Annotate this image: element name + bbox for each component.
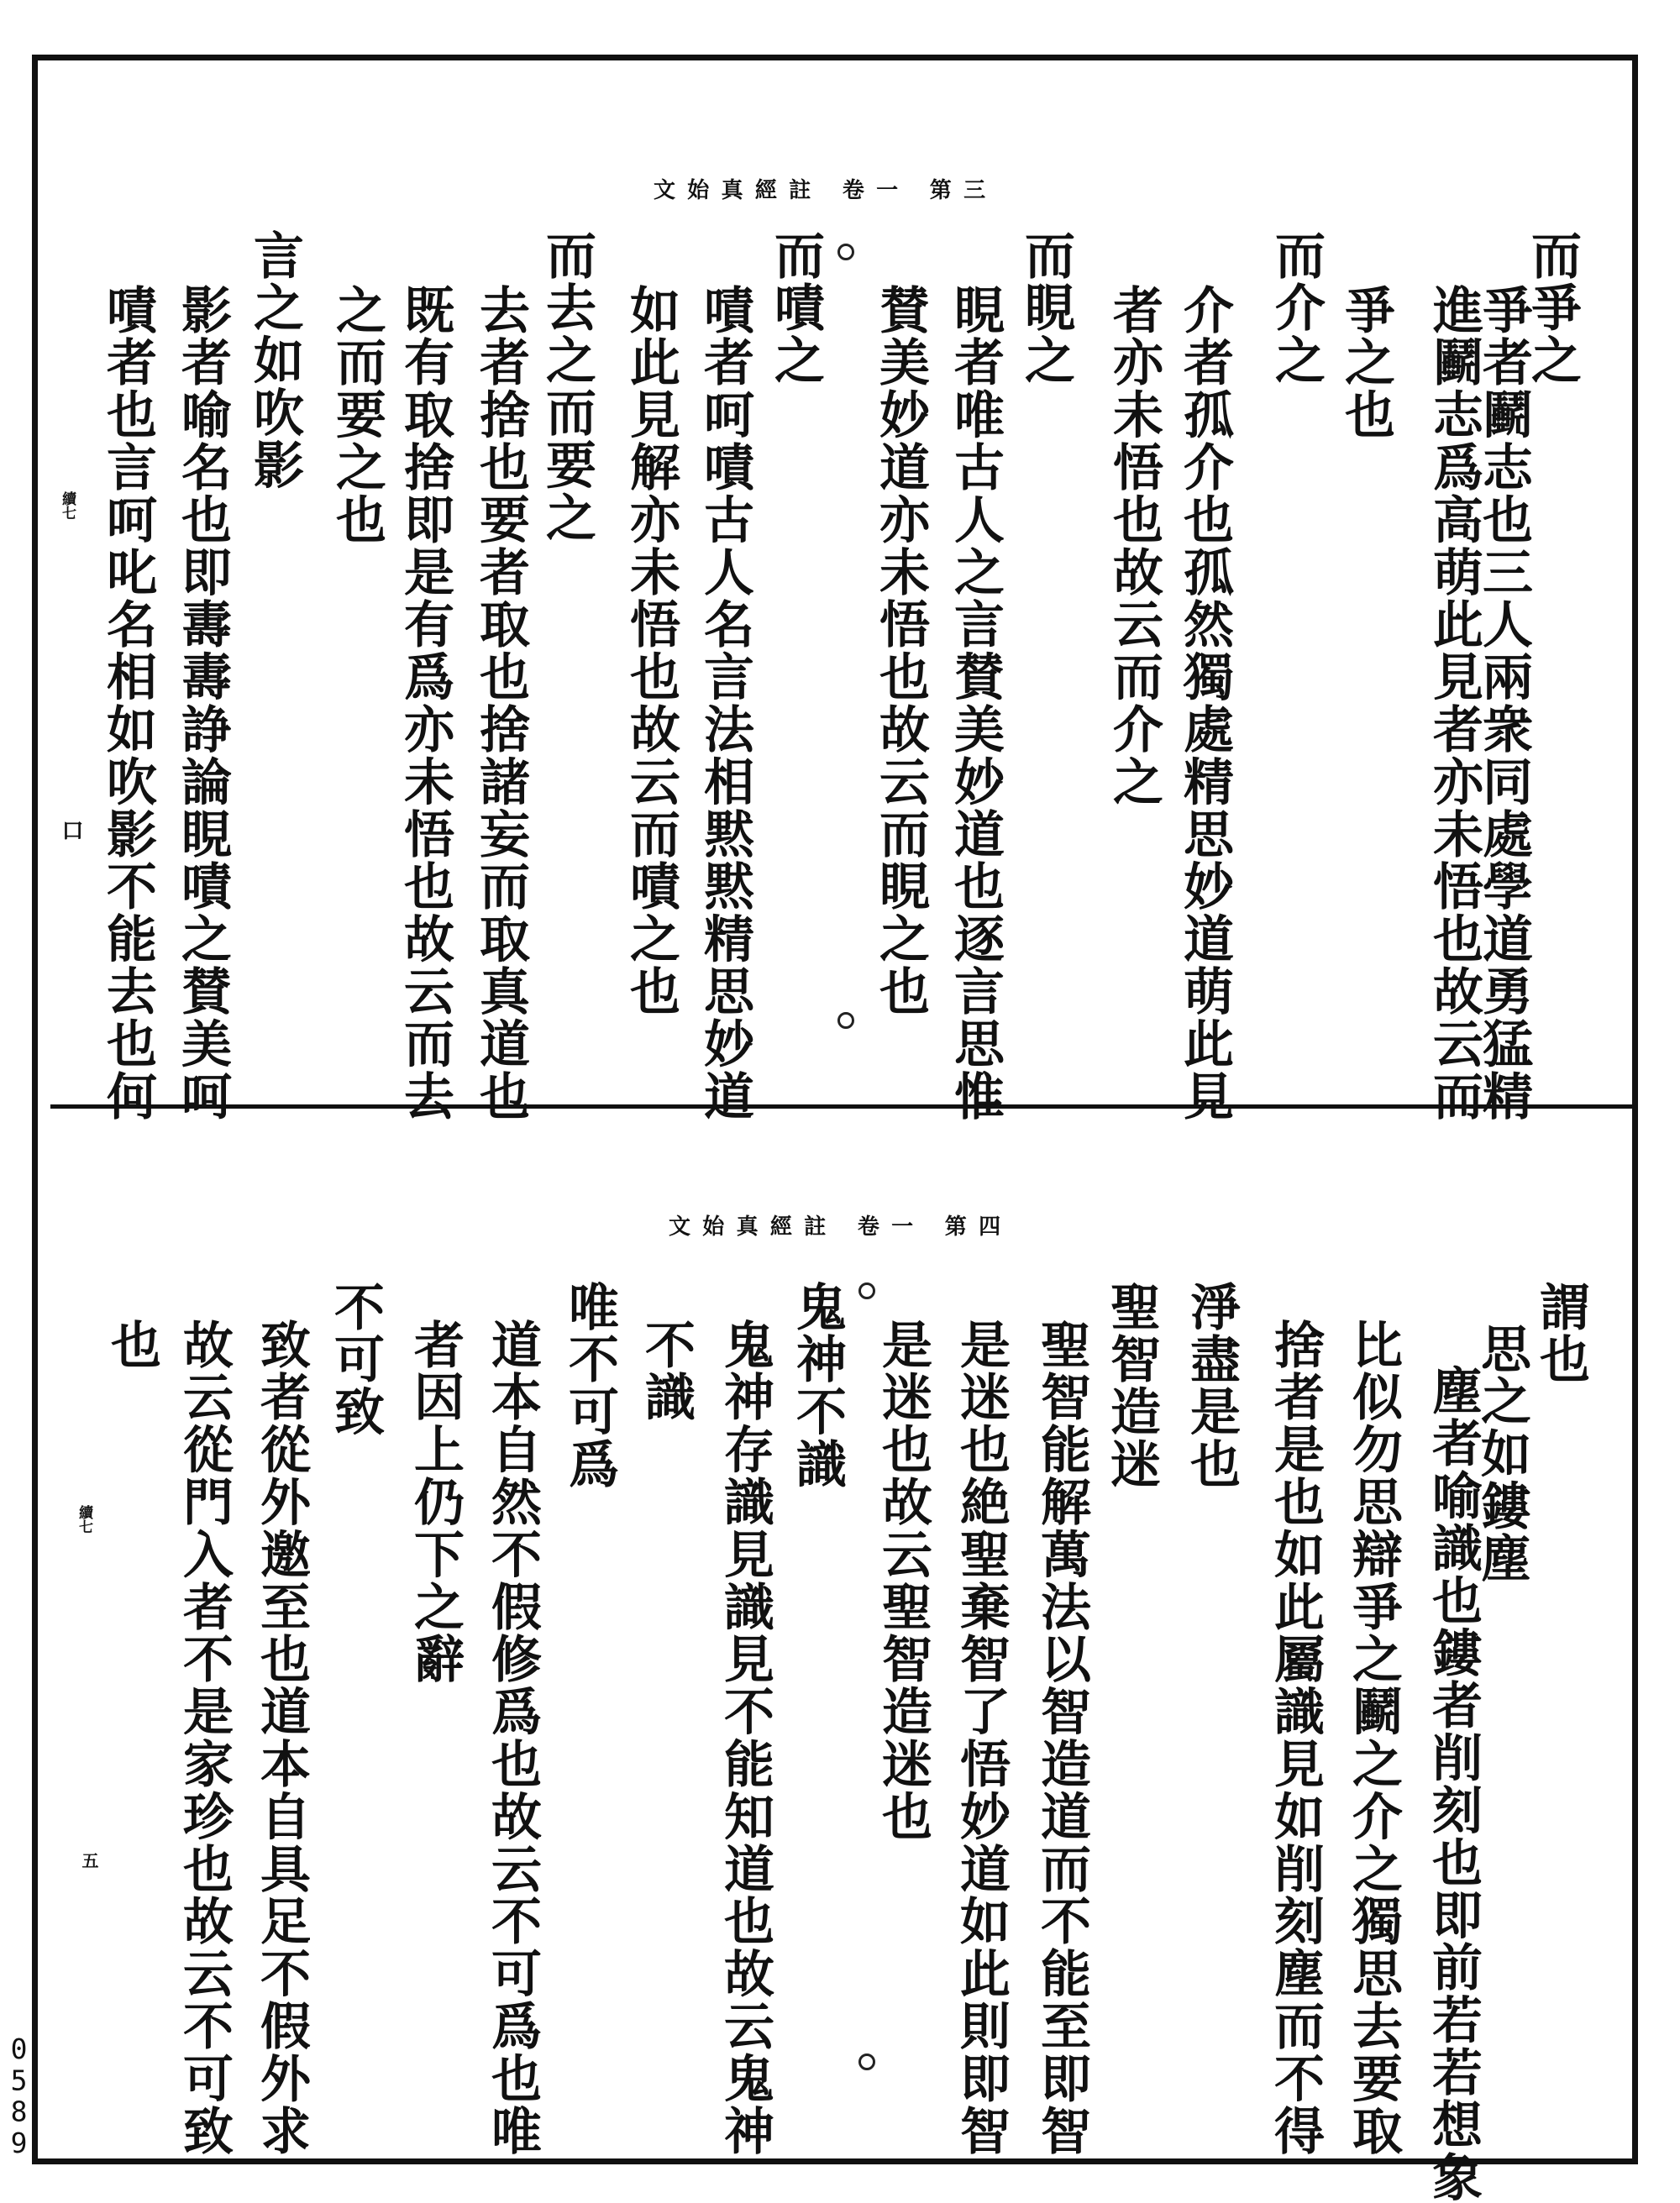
page-divider (50, 1104, 1638, 1109)
page-code-text: 0589 (3, 2033, 35, 2158)
bottom-text-column: 是迷也絶聖棄智了悟妙道如此則即智 (952, 1319, 1011, 2158)
bottom-text-column: 也 (102, 1319, 161, 1372)
bottom-text-column: 道本自然不假修爲也故云不可爲也唯 (483, 1319, 542, 2158)
binding-hole-icon (837, 1012, 854, 1029)
top-text-column: 去者捨也要者取也捨諸妄而取真道也 (471, 284, 530, 1123)
top-text-column: 言之如吹影 (245, 229, 304, 491)
bottom-text-column: 聖智造迷 (1102, 1281, 1161, 1491)
top-text-column: 而去之而要之 (538, 229, 596, 544)
top-text-column: 嘖者呵嘖古人名言法相黙黙精思妙道 (696, 284, 754, 1123)
margin-mark: 續七 (76, 1505, 92, 1534)
top-text-column: 進鬬志爲高萌此見者亦未悟也故云而 (1425, 284, 1483, 1123)
top-text-column: 爭之也 (1336, 284, 1395, 442)
top-text-column: 介者孤介也孤然獨處精思妙道萌此見 (1175, 284, 1234, 1123)
bottom-text-column: 致者從外邀至也道本自具足不假外求 (252, 1319, 311, 2158)
top-text-column: 既有取捨即是有爲亦未悟也故云而去 (396, 284, 454, 1123)
top-text-column: 爭者鬬志也三人兩衆同處學道勇猛精 (1474, 284, 1533, 1123)
bottom-text-column: 是迷也故云聖智造迷也 (874, 1319, 932, 1843)
bottom-folio: 文始真經註 卷一 第四 (669, 1214, 1013, 1240)
bottom-text-column: 淨盡是也 (1182, 1281, 1241, 1491)
margin-square-mark: 口 (58, 819, 83, 841)
top-text-column: 賛美妙道亦未悟也故云而睍之也 (871, 284, 930, 1018)
top-text-column: 影者喻名也即夀夀諍論睍嘖之賛美呵 (173, 284, 232, 1123)
top-text-column: 而睍之 (1016, 229, 1075, 387)
bottom-text-column: 比似勿思辯爭之鬬之介之獨思去要取 (1344, 1319, 1403, 2158)
bottom-text-column: 塵者喻識也鏤者削刻也即前若若想象 (1424, 1365, 1483, 2203)
top-folio: 文始真經註 卷一 第三 (654, 178, 998, 203)
page-number: 五 (79, 1852, 99, 1869)
top-text-column: 而嘖之 (766, 229, 825, 387)
bottom-text-column: 唯不可爲 (560, 1281, 619, 1491)
top-text-column: 睍者唯古人之言賛美妙道也逐言思惟 (946, 284, 1005, 1123)
binding-hole-icon (837, 244, 854, 260)
top-text-column: 而爭之 (1523, 229, 1582, 387)
bottom-text-column: 不識 (637, 1319, 696, 1424)
bottom-text-column: 思之如鏤塵 (1473, 1323, 1531, 1585)
top-text-column: 如此見解亦未悟也故云而嘖之也 (622, 284, 680, 1018)
page-code (3, 2033, 35, 2162)
bottom-text-column: 鬼神不識 (788, 1281, 847, 1491)
bottom-text-column: 者因上仍下之辭 (406, 1319, 465, 1686)
bottom-text-column: 謂也 (1531, 1281, 1590, 1386)
margin-mark: 續七 (59, 491, 76, 520)
top-text-column: 而介之 (1267, 229, 1326, 387)
top-text-column: 者亦未悟也故云而介之 (1105, 284, 1163, 808)
binding-hole-icon (858, 1282, 875, 1299)
bottom-text-column: 捨者是也如此屬識見如削刻塵而不得 (1266, 1319, 1325, 2158)
bottom-text-column: 故云從門入者不是家珍也故云不可致 (175, 1319, 234, 2158)
bottom-text-column: 不可致 (326, 1281, 385, 1439)
bottom-text-column: 聖智能解萬法以智造道而不能至即智 (1032, 1319, 1091, 2158)
top-text-column: 嘖者也言呵叱名相如吹影不能去也何 (98, 284, 157, 1123)
bottom-text-column: 鬼神存識見識見不能知道也故云鬼神 (716, 1319, 774, 2158)
top-text-column: 之而要之也 (328, 284, 386, 546)
binding-hole-icon (858, 2054, 875, 2070)
